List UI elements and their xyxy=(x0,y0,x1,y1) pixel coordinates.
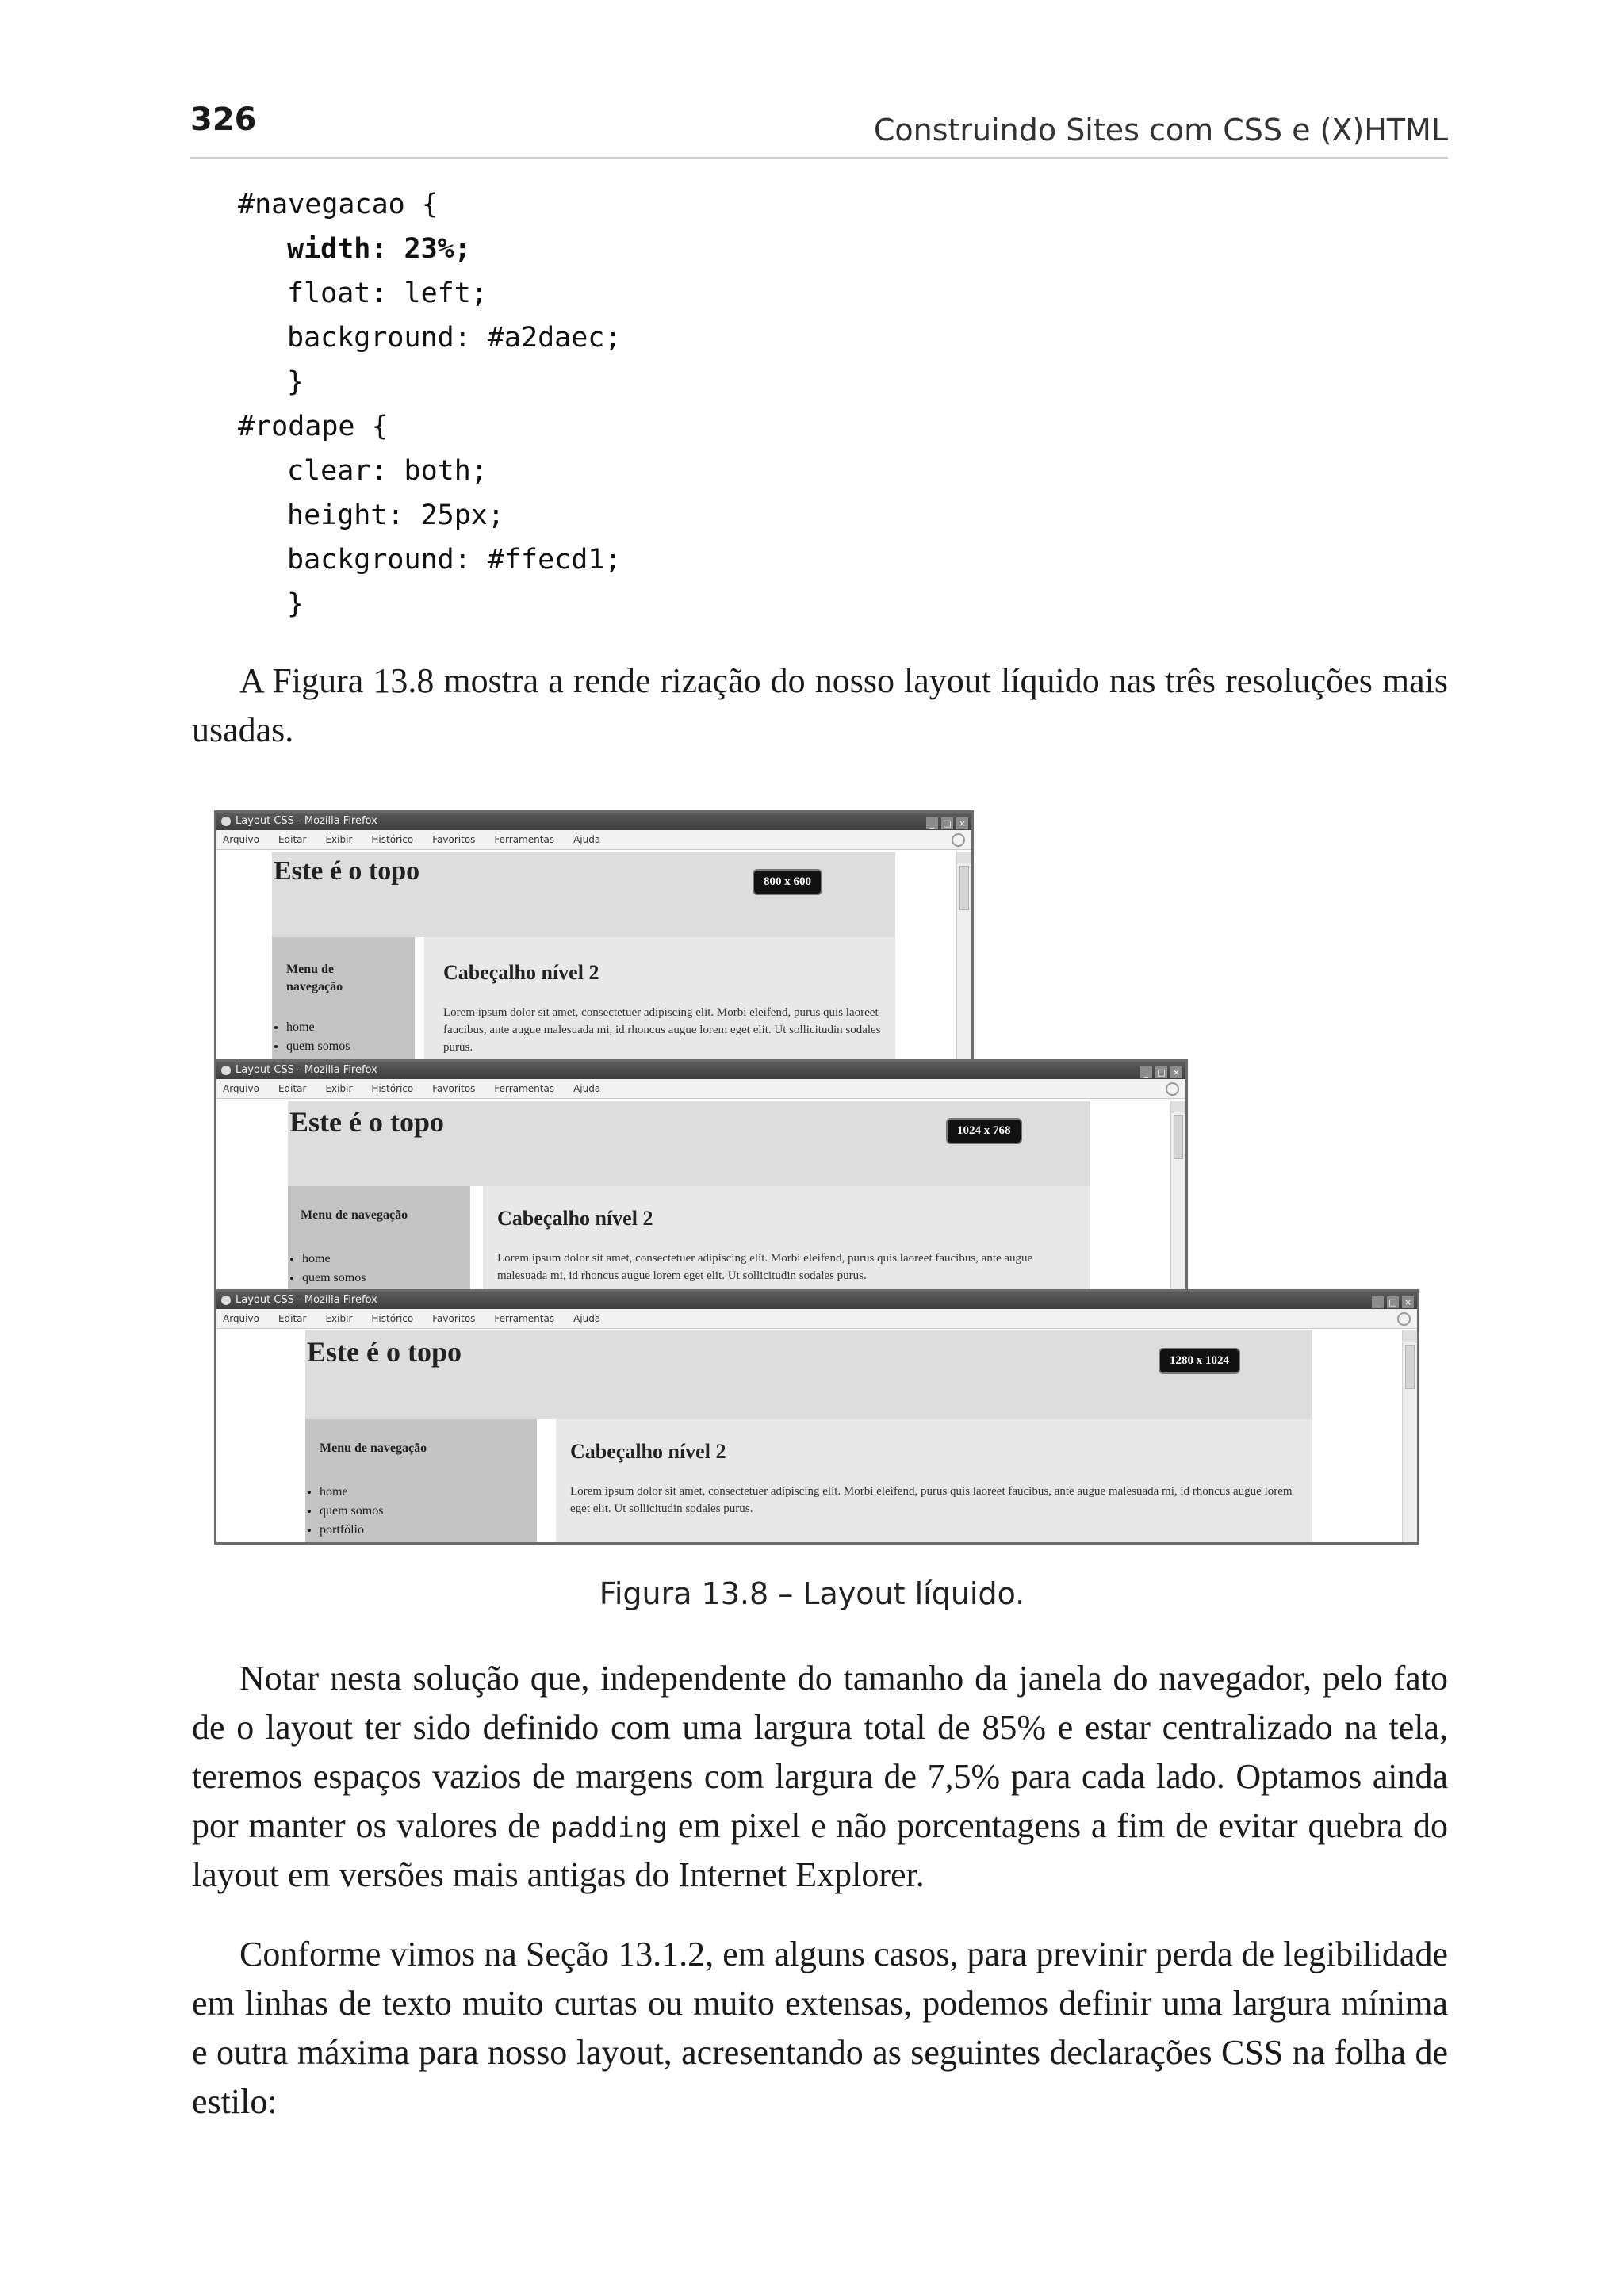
code-line: background: #a2daec; xyxy=(287,322,622,354)
scrollbar[interactable] xyxy=(1402,1330,1417,1542)
maximize-icon[interactable]: □ xyxy=(941,817,953,829)
scrollbar[interactable] xyxy=(1170,1101,1185,1304)
paragraph: Notar nesta solução que, independente do tamanho da janela do navegador, pelo fato de o layout ter sido definido com uma largura total de 85% e estar centralizado na tela, teremos espaços vazios de margens com largura de 7,5% para cada lado. Optamos ainda por manter os valores de padding em pixel e não porcentagens a fim de evitar quebra do layout em versões mais antigas do Internet Explorer. xyxy=(192,1659,1448,1894)
nav-heading: Menu de navegação xyxy=(301,1208,408,1222)
nav-item[interactable]: • quem somos xyxy=(320,1502,383,1521)
code-line: #navegacao { xyxy=(238,189,439,220)
nav-heading: Menu de navegação xyxy=(286,963,343,993)
maximize-icon[interactable]: □ xyxy=(1155,1066,1167,1078)
menu-item[interactable]: Exibir xyxy=(325,1313,353,1324)
page-number: 326 xyxy=(190,101,257,138)
nav-list xyxy=(288,1250,366,1288)
layout-header-title: Este é o topo xyxy=(307,1336,462,1368)
nav-item[interactable]: • home xyxy=(320,1483,383,1502)
minimize-icon[interactable]: _ xyxy=(1372,1296,1384,1308)
menu-item[interactable]: Editar xyxy=(278,1313,307,1324)
menu-item[interactable]: Favoritos xyxy=(432,1313,476,1324)
inline-code: padding xyxy=(550,1813,668,1844)
throbber-icon xyxy=(1397,1312,1411,1326)
nav-item[interactable]: • home xyxy=(302,1250,366,1269)
menu-bar xyxy=(216,830,971,850)
running-header: Construindo Sites com CSS e (X)HTML xyxy=(873,113,1448,147)
code-line: } xyxy=(287,366,304,398)
code-line: width: 23%; xyxy=(287,233,471,265)
content-heading: Cabeçalho nível 2 xyxy=(497,1207,653,1230)
code-line: height: 25px; xyxy=(287,500,504,531)
title-bar xyxy=(216,1062,1185,1079)
browser-window-1024 xyxy=(214,1059,1188,1307)
content-heading: Cabeçalho nível 2 xyxy=(443,961,599,984)
menu-item[interactable]: Arquivo xyxy=(223,1313,259,1324)
content-text: Lorem ipsum dolor sit amet, consectetuer adipiscing elit. Morbi eleifend, purus quis laoreet faucibus, ante augue malesuada mi, id rhoncus augue lorem eget elit. Ut sollicitudin sodales purus. xyxy=(497,1252,1033,1282)
menu-item[interactable]: Histórico xyxy=(371,1083,414,1094)
menu-item[interactable]: Exibir xyxy=(325,834,353,845)
menu-item[interactable]: Favoritos xyxy=(432,1083,476,1094)
close-icon[interactable]: × xyxy=(1402,1296,1414,1308)
layout-navigation xyxy=(305,1419,537,1545)
code-line: float: left; xyxy=(287,278,488,309)
menu-item[interactable]: Arquivo xyxy=(223,1083,259,1094)
nav-list xyxy=(305,1483,383,1540)
figure-screenshots xyxy=(214,810,1419,1548)
minimize-icon[interactable]: _ xyxy=(1140,1066,1152,1078)
layout-header xyxy=(272,852,895,937)
window-title: Layout CSS - Mozilla Firefox xyxy=(236,815,377,827)
menu-item[interactable]: Ferramentas xyxy=(494,834,555,845)
browser-window-800 xyxy=(214,810,974,1070)
layout-header-title: Este é o topo xyxy=(274,856,420,886)
firefox-icon xyxy=(221,1296,231,1305)
firefox-icon xyxy=(221,817,231,826)
paragraph: Conforme vimos na Seção 13.1.2, em alguns casos, para previnir perda de legibilidade em linhas de texto muito curtas ou muito extensas, podemos definir uma largura mínima e outra máxima para nosso layout, acresentando as seguintes declarações CSS na folha de estilo: xyxy=(192,1935,1448,2121)
header-rule xyxy=(190,157,1448,159)
layout-header xyxy=(305,1330,1312,1419)
code-line: #rodape { xyxy=(238,411,389,442)
resolution-badge: 1280 x 1024 xyxy=(1159,1348,1240,1374)
nav-item[interactable]: • quem somos xyxy=(286,1037,350,1056)
menu-bar xyxy=(216,1079,1185,1099)
layout-header-title: Este é o topo xyxy=(289,1106,444,1138)
nav-item[interactable]: • portfólio xyxy=(320,1521,383,1540)
menu-item[interactable]: Exibir xyxy=(325,1083,353,1094)
code-line: clear: both; xyxy=(287,455,488,487)
minimize-icon[interactable]: _ xyxy=(926,817,938,829)
content-text: Lorem ipsum dolor sit amet, consectetuer adipiscing elit. Morbi eleifend, purus quis laoreet faucibus, ante augue malesuada mi, id rhoncus augue lorem eget elit. Ut sollicitudin sodales purus. xyxy=(570,1485,1293,1515)
menu-item[interactable]: Ajuda xyxy=(573,1313,601,1324)
menu-item[interactable]: Ferramentas xyxy=(494,1313,555,1324)
layout-navigation xyxy=(272,937,415,1070)
nav-heading: Menu de navegação xyxy=(320,1441,427,1455)
nav-list xyxy=(272,1018,350,1056)
code-line: } xyxy=(287,588,304,620)
figure-caption: Figura 13.8 – Layout líquido. xyxy=(599,1576,1025,1611)
menu-item[interactable]: Histórico xyxy=(371,834,414,845)
resolution-badge: 1024 x 768 xyxy=(946,1118,1022,1144)
nav-item[interactable]: • home xyxy=(286,1018,350,1037)
title-bar xyxy=(216,813,971,830)
close-icon[interactable]: × xyxy=(1170,1066,1182,1078)
page-viewport xyxy=(216,852,957,1068)
throbber-icon xyxy=(952,833,965,847)
content-heading: Cabeçalho nível 2 xyxy=(570,1440,726,1463)
page-viewport xyxy=(216,1101,1171,1304)
firefox-icon xyxy=(221,1066,231,1075)
code-block xyxy=(238,182,621,626)
resolution-badge: 800 x 600 xyxy=(753,869,822,895)
throbber-icon xyxy=(1166,1082,1179,1096)
menu-item[interactable]: Histórico xyxy=(371,1313,414,1324)
code-line: background: #ffecd1; xyxy=(287,544,622,576)
menu-item[interactable]: Editar xyxy=(278,1083,307,1094)
window-title: Layout CSS - Mozilla Firefox xyxy=(236,1294,377,1306)
close-icon[interactable]: × xyxy=(956,817,968,829)
menu-item[interactable]: Ajuda xyxy=(573,1083,601,1094)
layout-content xyxy=(556,1419,1312,1545)
paragraph: A Figura 13.8 mostra a rende rização do nosso layout líquido nas três resoluções mais usadas. xyxy=(192,661,1448,749)
menu-item[interactable]: Arquivo xyxy=(223,834,259,845)
layout-header xyxy=(288,1101,1090,1186)
nav-item[interactable]: • quem somos xyxy=(302,1269,366,1288)
menu-item[interactable]: Ajuda xyxy=(573,834,601,845)
layout-content xyxy=(424,937,895,1070)
menu-item[interactable]: Editar xyxy=(278,834,307,845)
scrollbar[interactable] xyxy=(956,852,971,1068)
content-text: Lorem ipsum dolor sit amet, consectetuer adipiscing elit. Morbi eleifend, purus quis laoreet faucibus, ante augue malesuada mi, id rhoncus augue lorem eget elit. Ut sollicitudin sodales purus. xyxy=(443,1006,881,1054)
maximize-icon[interactable]: □ xyxy=(1387,1296,1399,1308)
page-viewport xyxy=(216,1330,1403,1542)
title-bar xyxy=(216,1292,1417,1309)
menu-item[interactable]: Ferramentas xyxy=(494,1083,555,1094)
menu-bar xyxy=(216,1309,1417,1329)
window-title: Layout CSS - Mozilla Firefox xyxy=(236,1064,377,1076)
browser-window-1280 xyxy=(214,1289,1419,1545)
menu-item[interactable]: Favoritos xyxy=(432,834,476,845)
